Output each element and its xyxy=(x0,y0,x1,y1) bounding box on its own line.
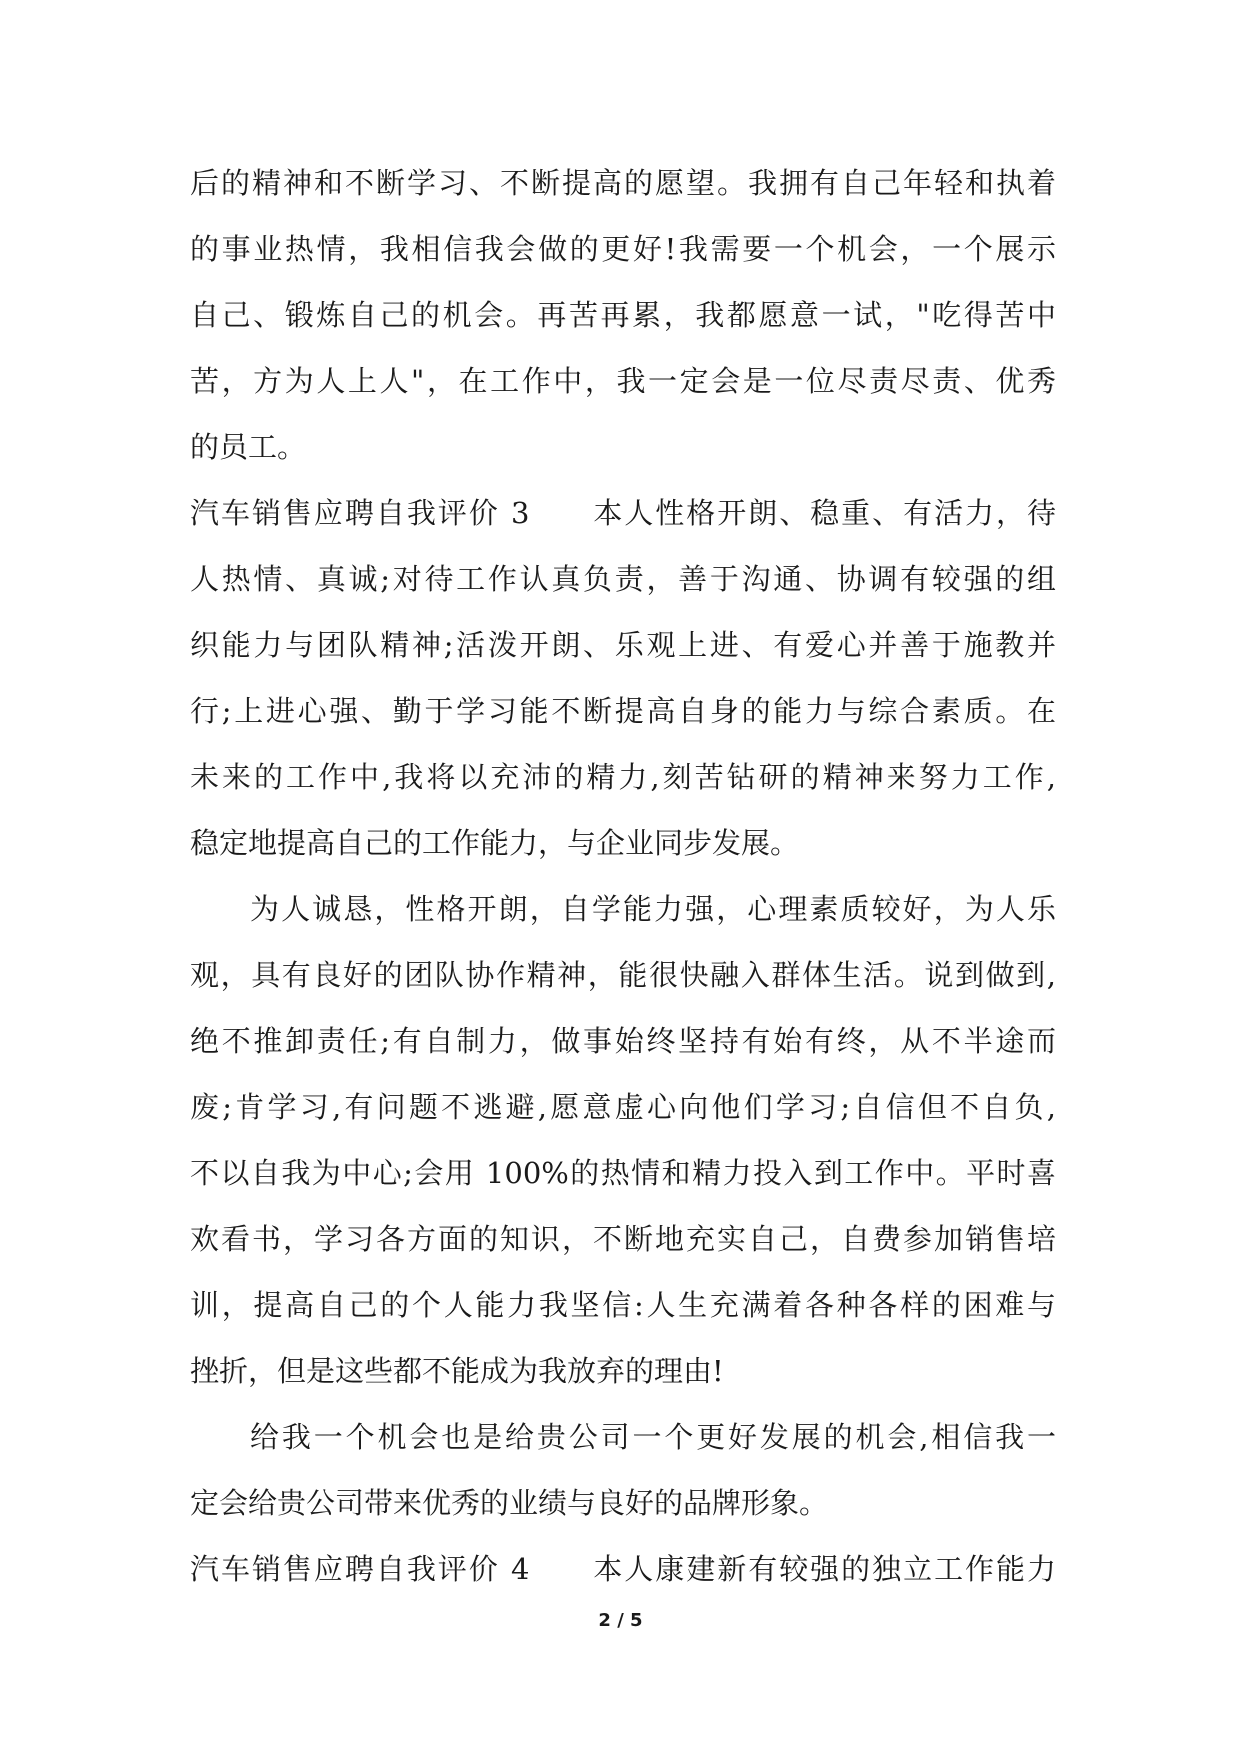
text-line: 织能力与团队精神;活泼开朗、乐观上进、有爱心并善于施教并 xyxy=(190,628,1056,662)
text-line: 自己、锻炼自己的机会。再苦再累，我都愿意一试，"吃得苦中 xyxy=(190,298,1056,332)
text-line: 行;上进心强、勤于学习能不断提高自身的能力与综合素质。在 xyxy=(190,694,1056,728)
page-number: 2 / 5 xyxy=(598,1610,643,1631)
paragraph-first-line: 给我一个机会也是给贵公司一个更好发展的机会,相信我一 xyxy=(250,1420,1056,1454)
text-line: 观，具有良好的团队协作精神，能很快融入群体生活。说到做到, xyxy=(190,958,1056,992)
paragraph-first-line: 为人诚恳，性格开朗，自学能力强，心理素质较好，为人乐 xyxy=(250,892,1056,926)
section-heading-line: 汽车销售应聘自我评价 4 本人康建新有较强的独立工作能力 xyxy=(190,1552,1056,1586)
text-line: 人热情、真诚;对待工作认真负责，善于沟通、协调有较强的组 xyxy=(190,562,1056,596)
text-line: 未来的工作中,我将以充沛的精力,刻苦钻研的精神来努力工作, xyxy=(190,760,1056,794)
text-line: 苦，方为人上人"，在工作中，我一定会是一位尽责尽责、优秀 xyxy=(190,364,1056,398)
section-heading-line: 汽车销售应聘自我评价 3 本人性格开朗、稳重、有活力，待 xyxy=(190,496,1056,530)
text-line: 定会给贵公司带来优秀的业绩与良好的品牌形象。 xyxy=(190,1486,829,1520)
text-line: 废;肯学习,有问题不逃避,愿意虚心向他们学习;自信但不自负, xyxy=(190,1090,1056,1124)
text-line: 挫折，但是这些都不能成为我放弃的理由! xyxy=(190,1354,724,1388)
text-line: 不以自我为中心;会用 100%的热情和精力投入到工作中。平时喜 xyxy=(190,1156,1056,1190)
text-line: 训，提高自己的个人能力我坚信:人生充满着各种各样的困难与 xyxy=(190,1288,1056,1322)
text-line: 的员工。 xyxy=(190,430,307,464)
text-line: 稳定地提高自己的工作能力，与企业同步发展。 xyxy=(190,826,800,860)
text-line: 后的精神和不断学习、不断提高的愿望。我拥有自己年轻和执着 xyxy=(190,166,1056,200)
text-line: 绝不推卸责任;有自制力，做事始终坚持有始有终，从不半途而 xyxy=(190,1024,1056,1058)
text-line: 欢看书，学习各方面的知识，不断地充实自己，自费参加销售培 xyxy=(190,1222,1056,1256)
document-body xyxy=(190,150,1056,1602)
text-line: 的事业热情，我相信我会做的更好!我需要一个机会，一个展示 xyxy=(190,232,1056,266)
